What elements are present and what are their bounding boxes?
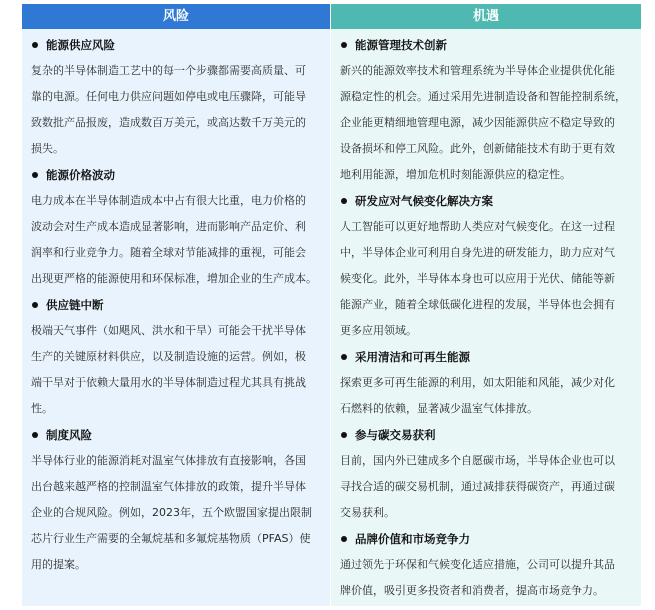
risk-item-title-text: 供应链中断	[46, 298, 104, 312]
risk-column-body	[22, 29, 330, 578]
risk-item-text-line: 波动会对生产成本造成显著影响，进而影响产品定价、利	[31, 220, 306, 233]
risk-item-text-line: 性。	[31, 402, 53, 415]
bullet-icon	[341, 432, 347, 438]
risk-item-title-text: 能源供应风险	[46, 38, 115, 52]
opportunity-item-title	[340, 344, 632, 370]
opportunity-item-title-text: 参与碳交易获利	[355, 428, 436, 442]
risk-item-text-line: 润率和行业竞争力。随着全球对节能减排的重视，可能会	[31, 246, 306, 259]
risk-item-text-line: 企业的合规风险。例如，2023年，五个欧盟国家提出限制	[31, 506, 312, 519]
bullet-icon	[341, 354, 347, 360]
opportunity-item-title-text: 研发应对气候变化解决方案	[355, 194, 493, 208]
opportunity-column	[330, 4, 641, 606]
bullet-icon	[341, 536, 347, 542]
opportunity-item-title	[340, 188, 632, 214]
risk-item-text-line: 用的提案。	[31, 558, 86, 571]
risk-opportunity-table	[22, 4, 641, 606]
risk-column	[22, 4, 330, 606]
bullet-icon	[341, 42, 347, 48]
opportunity-item-text-line: 石燃料的依赖，显著减少温室气体排放。	[340, 402, 538, 415]
risk-item-title	[31, 32, 321, 58]
bullet-icon	[341, 198, 347, 204]
risk-item-text-line: 极端天气事件（如飓风、洪水和干旱）可能会干扰半导体	[31, 324, 306, 337]
risk-item-text-line: 复杂的半导体制造工艺中的每一个步骤都需要高质量、可	[31, 64, 306, 77]
risk-item-text-line: 生产的关键原材料供应，以及制造设施的运营。例如，极	[31, 350, 306, 363]
opportunity-item-text-line: 地利用能源，增加危机时刻能源供应的稳定性。	[340, 168, 571, 181]
risk-column-header: 风险	[22, 4, 330, 29]
opportunity-item-title-text: 品牌价值和市场竞争力	[355, 532, 470, 546]
risk-item-title	[31, 422, 321, 448]
bullet-icon	[32, 432, 38, 438]
opportunity-item-text-line: 牌价值，吸引更多投资者和消费者，提高市场竞争力。	[340, 584, 604, 597]
opportunity-item-text-line: 候变化。此外，半导体本身也可以应用于光伏、储能等新	[340, 272, 615, 285]
opportunity-item-text-line: 通过领先于环保和气候变化适应措施，公司可以提升其品	[340, 558, 615, 571]
risk-item-text-line: 半导体行业的能源消耗对温室气体排放有直接影响，各国	[31, 454, 306, 467]
risk-item-text-line: 致数批产品报废，造成数百万美元，或高达数千万美元的	[31, 116, 306, 129]
opportunity-item-title	[340, 422, 632, 448]
opportunity-item-text-line: 中，半导体企业可利用自身先进的研发能力，助力应对气	[340, 246, 615, 259]
opportunity-item-title	[340, 526, 632, 552]
opportunity-item-title	[340, 32, 632, 58]
opportunity-item-title-text: 能源管理技术创新	[355, 38, 447, 52]
risk-item-text-line: 损失。	[31, 142, 64, 155]
opportunity-item-text-line: 源稳定性的机会。通过采用先进制造设备和智能控制系统，	[340, 90, 626, 103]
opportunity-item-text-line: 探索更多可再生能源的利用，如太阳能和风能，减少对化	[340, 376, 615, 389]
bullet-icon	[32, 172, 38, 178]
opportunity-item-text-line: 企业能更精细地管理电源，减少因能源供应不稳定导致的	[340, 116, 615, 129]
risk-item-title-text: 制度风险	[46, 428, 92, 442]
opportunity-item-text-line: 目前，国内外已建成多个自愿碳市场，半导体企业也可以	[340, 454, 615, 467]
opportunity-item-text-line: 新兴的能源效率技术和管理系统为半导体企业提供优化能	[340, 64, 615, 77]
opportunity-item-text-line: 设备损坏和停工风险。此外，创新储能技术有助于更有效	[340, 142, 615, 155]
opportunity-item-text-line: 更多应用领域。	[340, 324, 417, 337]
opportunity-item-title-text: 采用清洁和可再生能源	[355, 350, 470, 364]
opportunity-column-header: 机遇	[331, 4, 641, 29]
bullet-icon	[32, 42, 38, 48]
opportunity-item-text-line: 人工智能可以更好地帮助人类应对气候变化。在这一过程	[340, 220, 615, 233]
risk-item-text-line: 出台越来越严格的控制温室气体排放的政策，提升半导体	[31, 480, 306, 493]
risk-item-text-line: 芯片行业生产需要的全氟烷基和多氟烷基物质（PFAS）使	[31, 532, 311, 545]
opportunity-column-body	[331, 29, 641, 604]
risk-item-title	[31, 292, 321, 318]
opportunity-item-text-line: 能源产业，随着全球低碳化进程的发展，半导体也会拥有	[340, 298, 615, 311]
opportunity-item-text-line: 寻找合适的碳交易机制，通过减排获得碳资产，再通过碳	[340, 480, 615, 493]
risk-item-title-text: 能源价格波动	[46, 168, 115, 182]
bullet-icon	[32, 302, 38, 308]
risk-item-text-line: 端干旱对于依赖大量用水的半导体制造过程尤其具有挑战	[31, 376, 306, 389]
risk-item-text-line: 电力成本在半导体制造成本中占有很大比重，电力价格的	[31, 194, 306, 207]
opportunity-item-text-line: 交易获利。	[340, 506, 395, 519]
risk-item-text-line: 出现更严格的能源使用和环保标准，增加企业的生产成本。	[31, 272, 317, 285]
risk-item-text-line: 靠的电源。任何电力供应问题如停电或电压骤降，可能导	[31, 90, 306, 103]
risk-item-title	[31, 162, 321, 188]
